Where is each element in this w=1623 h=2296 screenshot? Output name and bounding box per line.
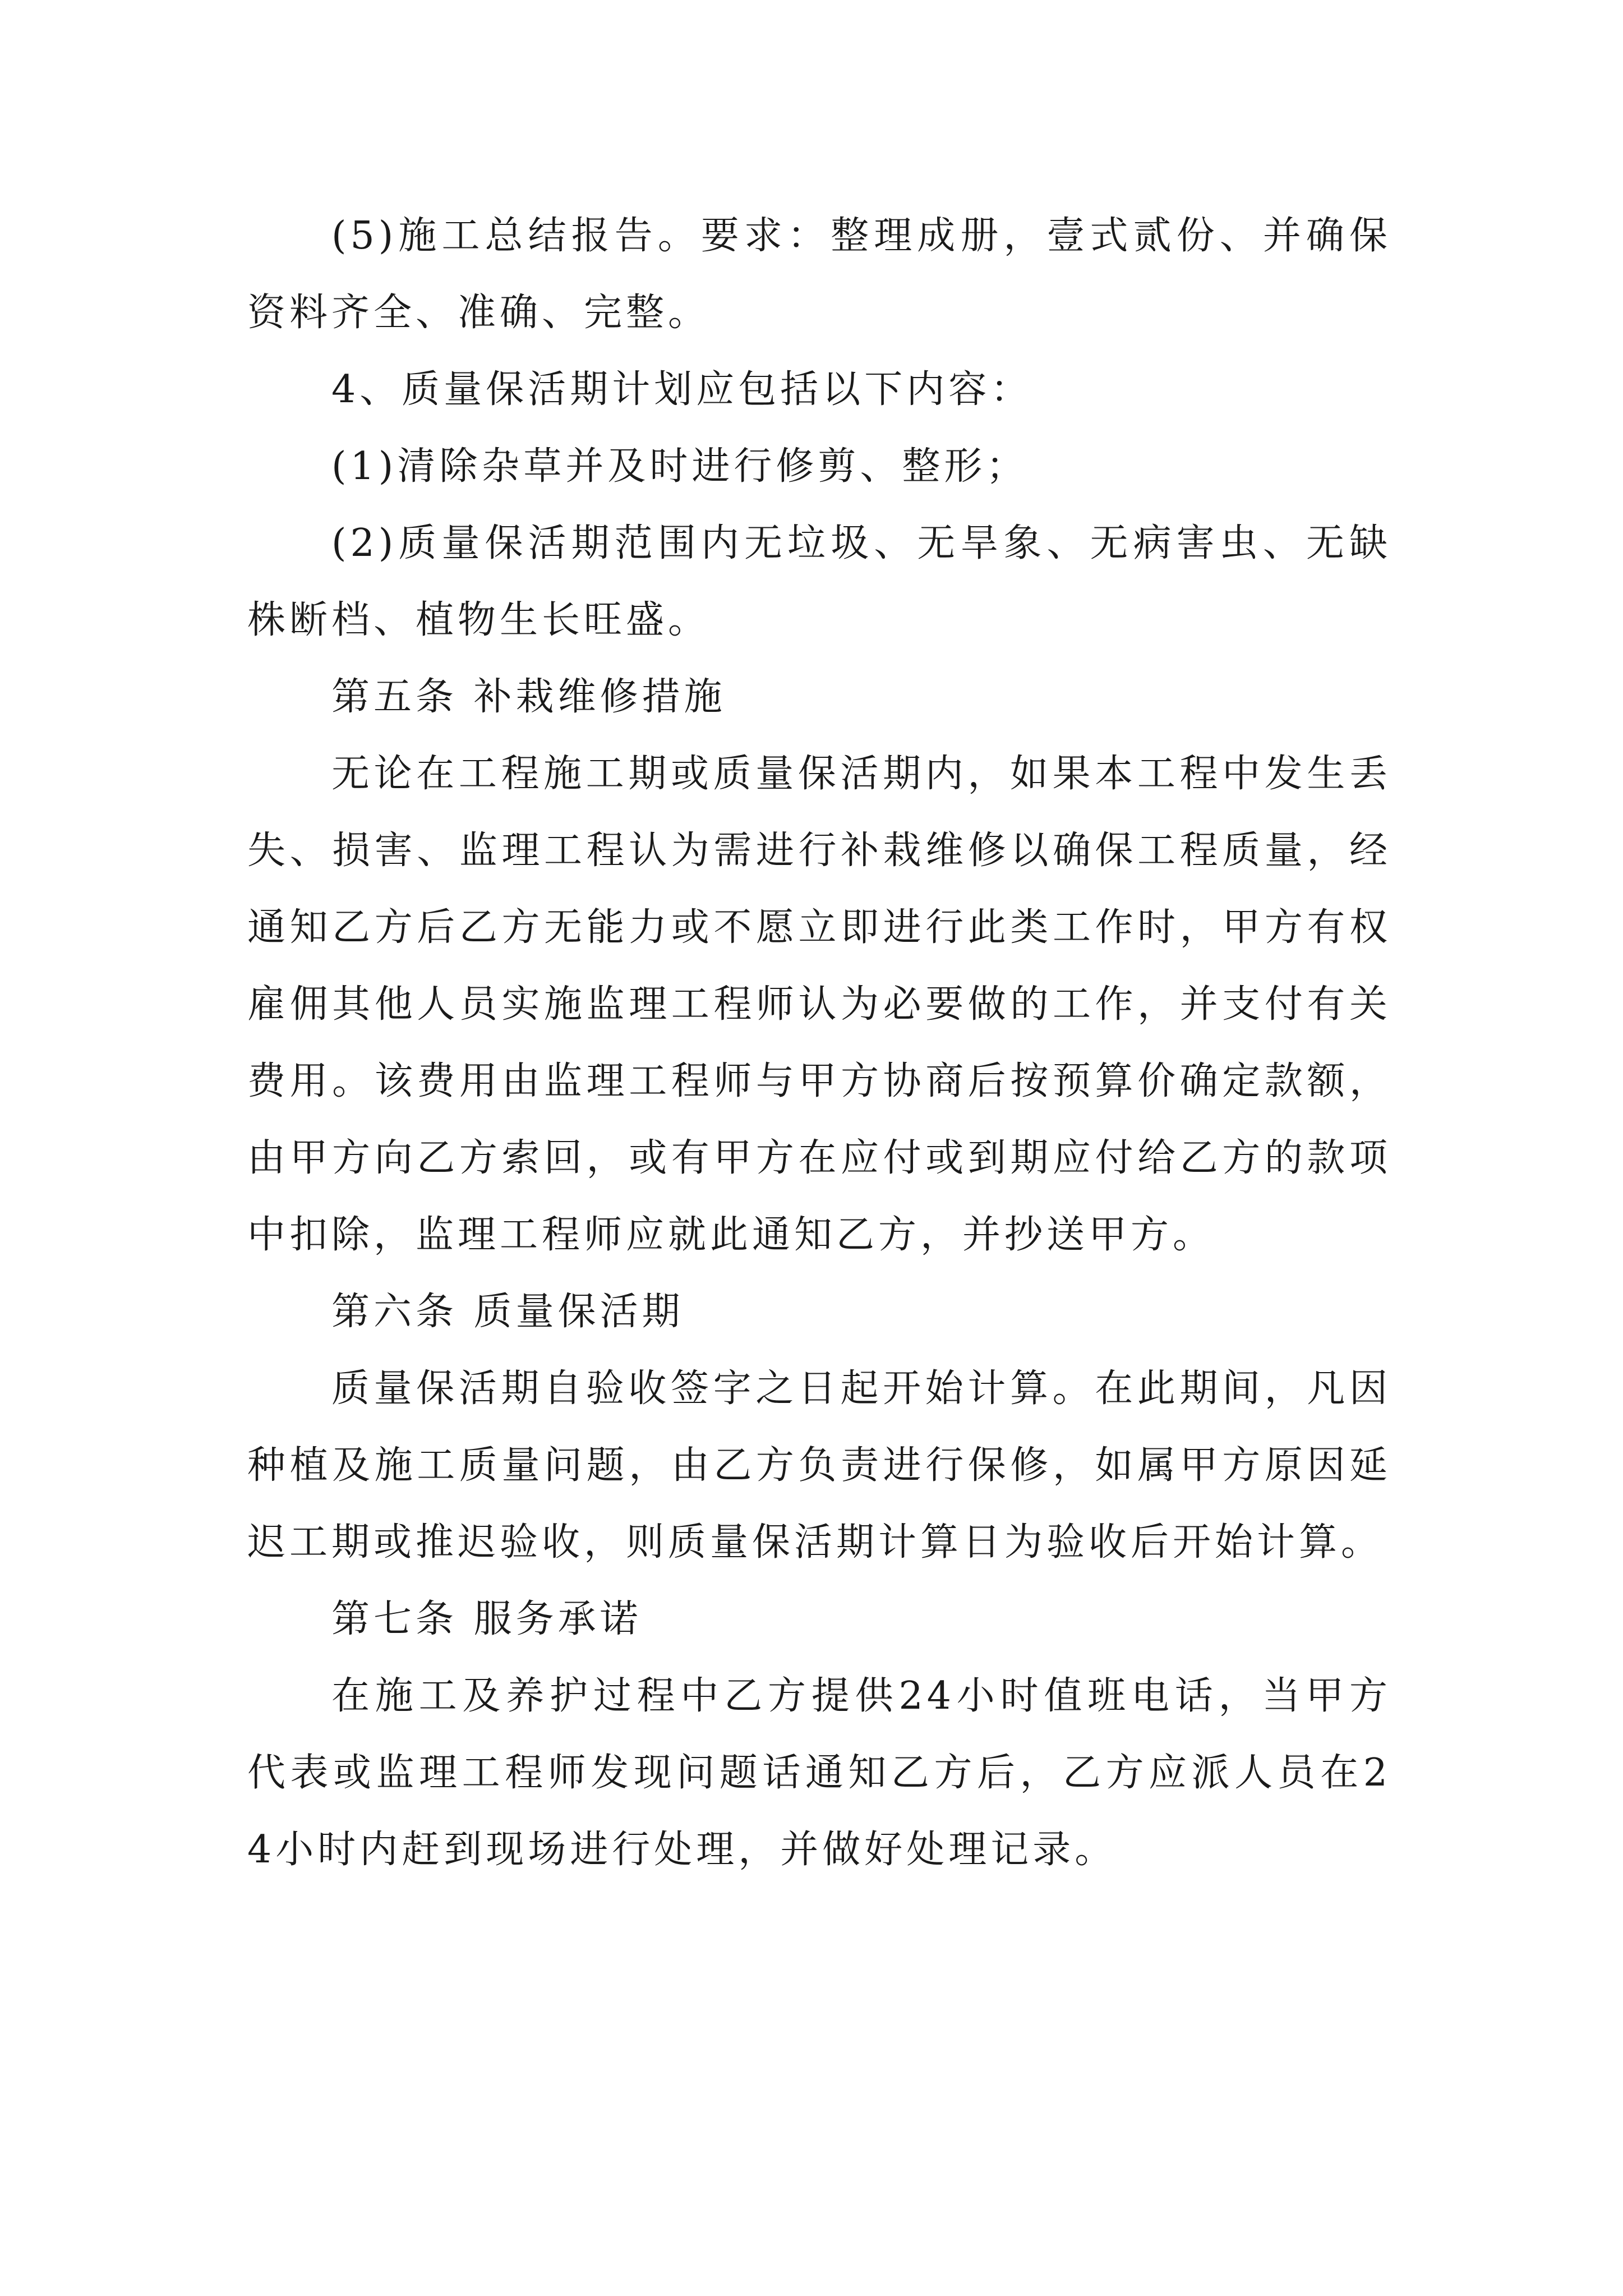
article-7-body: 在施工及养护过程中乙方提供24小时值班电话，当甲方代表或监理工程师发现问题话通知乙方后，乙方应派人员在24小时内赶到现场进行处理，并做好处理记录。	[247, 1674, 1391, 1872]
article-6-heading: 第六条 质量保活期	[331, 1290, 684, 1334]
article-7-heading: 第七条 服务承诺	[331, 1597, 642, 1641]
document-body	[247, 197, 1391, 1888]
article-5-heading: 第五条 补栽维修措施	[331, 675, 726, 719]
paragraph-maintenance-plan-intro: 4、质量保活期计划应包括以下内容：	[331, 367, 1033, 412]
article-6-body: 质量保活期自验收签字之日起开始计算。在此期间，凡因种植及施工质量问题，由乙方负责进行保修，如属甲方原因延迟工期或推迟验收，则质量保活期计算日为验收后开始计算。	[247, 1366, 1391, 1565]
paragraph-weeding-pruning: (1)清除杂草并及时进行修剪、整形；	[331, 444, 1029, 489]
paragraph-summary-report: (5)施工总结报告。要求：整理成册，壹式贰份、并确保资料齐全、准确、完整。	[247, 214, 1391, 335]
paragraph-maintenance-scope: (2)质量保活期范围内无垃圾、无旱象、无病害虫、无缺株断档、植物生长旺盛。	[247, 521, 1391, 642]
article-5-body: 无论在工程施工期或质量保活期内，如果本工程中发生丢失、损害、监理工程认为需进行补栽维修以确保工程质量，经通知乙方后乙方无能力或不愿立即进行此类工作时，甲方有权雇佣其他人员实施监理工程师认为必要做的工作，并支付有关费用。该费用由监理工程师与甲方协商后按预算价确定款额，由甲方向乙方索回，或有甲方在应付或到期应付给乙方的款项中扣除，监理工程师应就此通知乙方，并抄送甲方。	[247, 752, 1391, 1257]
